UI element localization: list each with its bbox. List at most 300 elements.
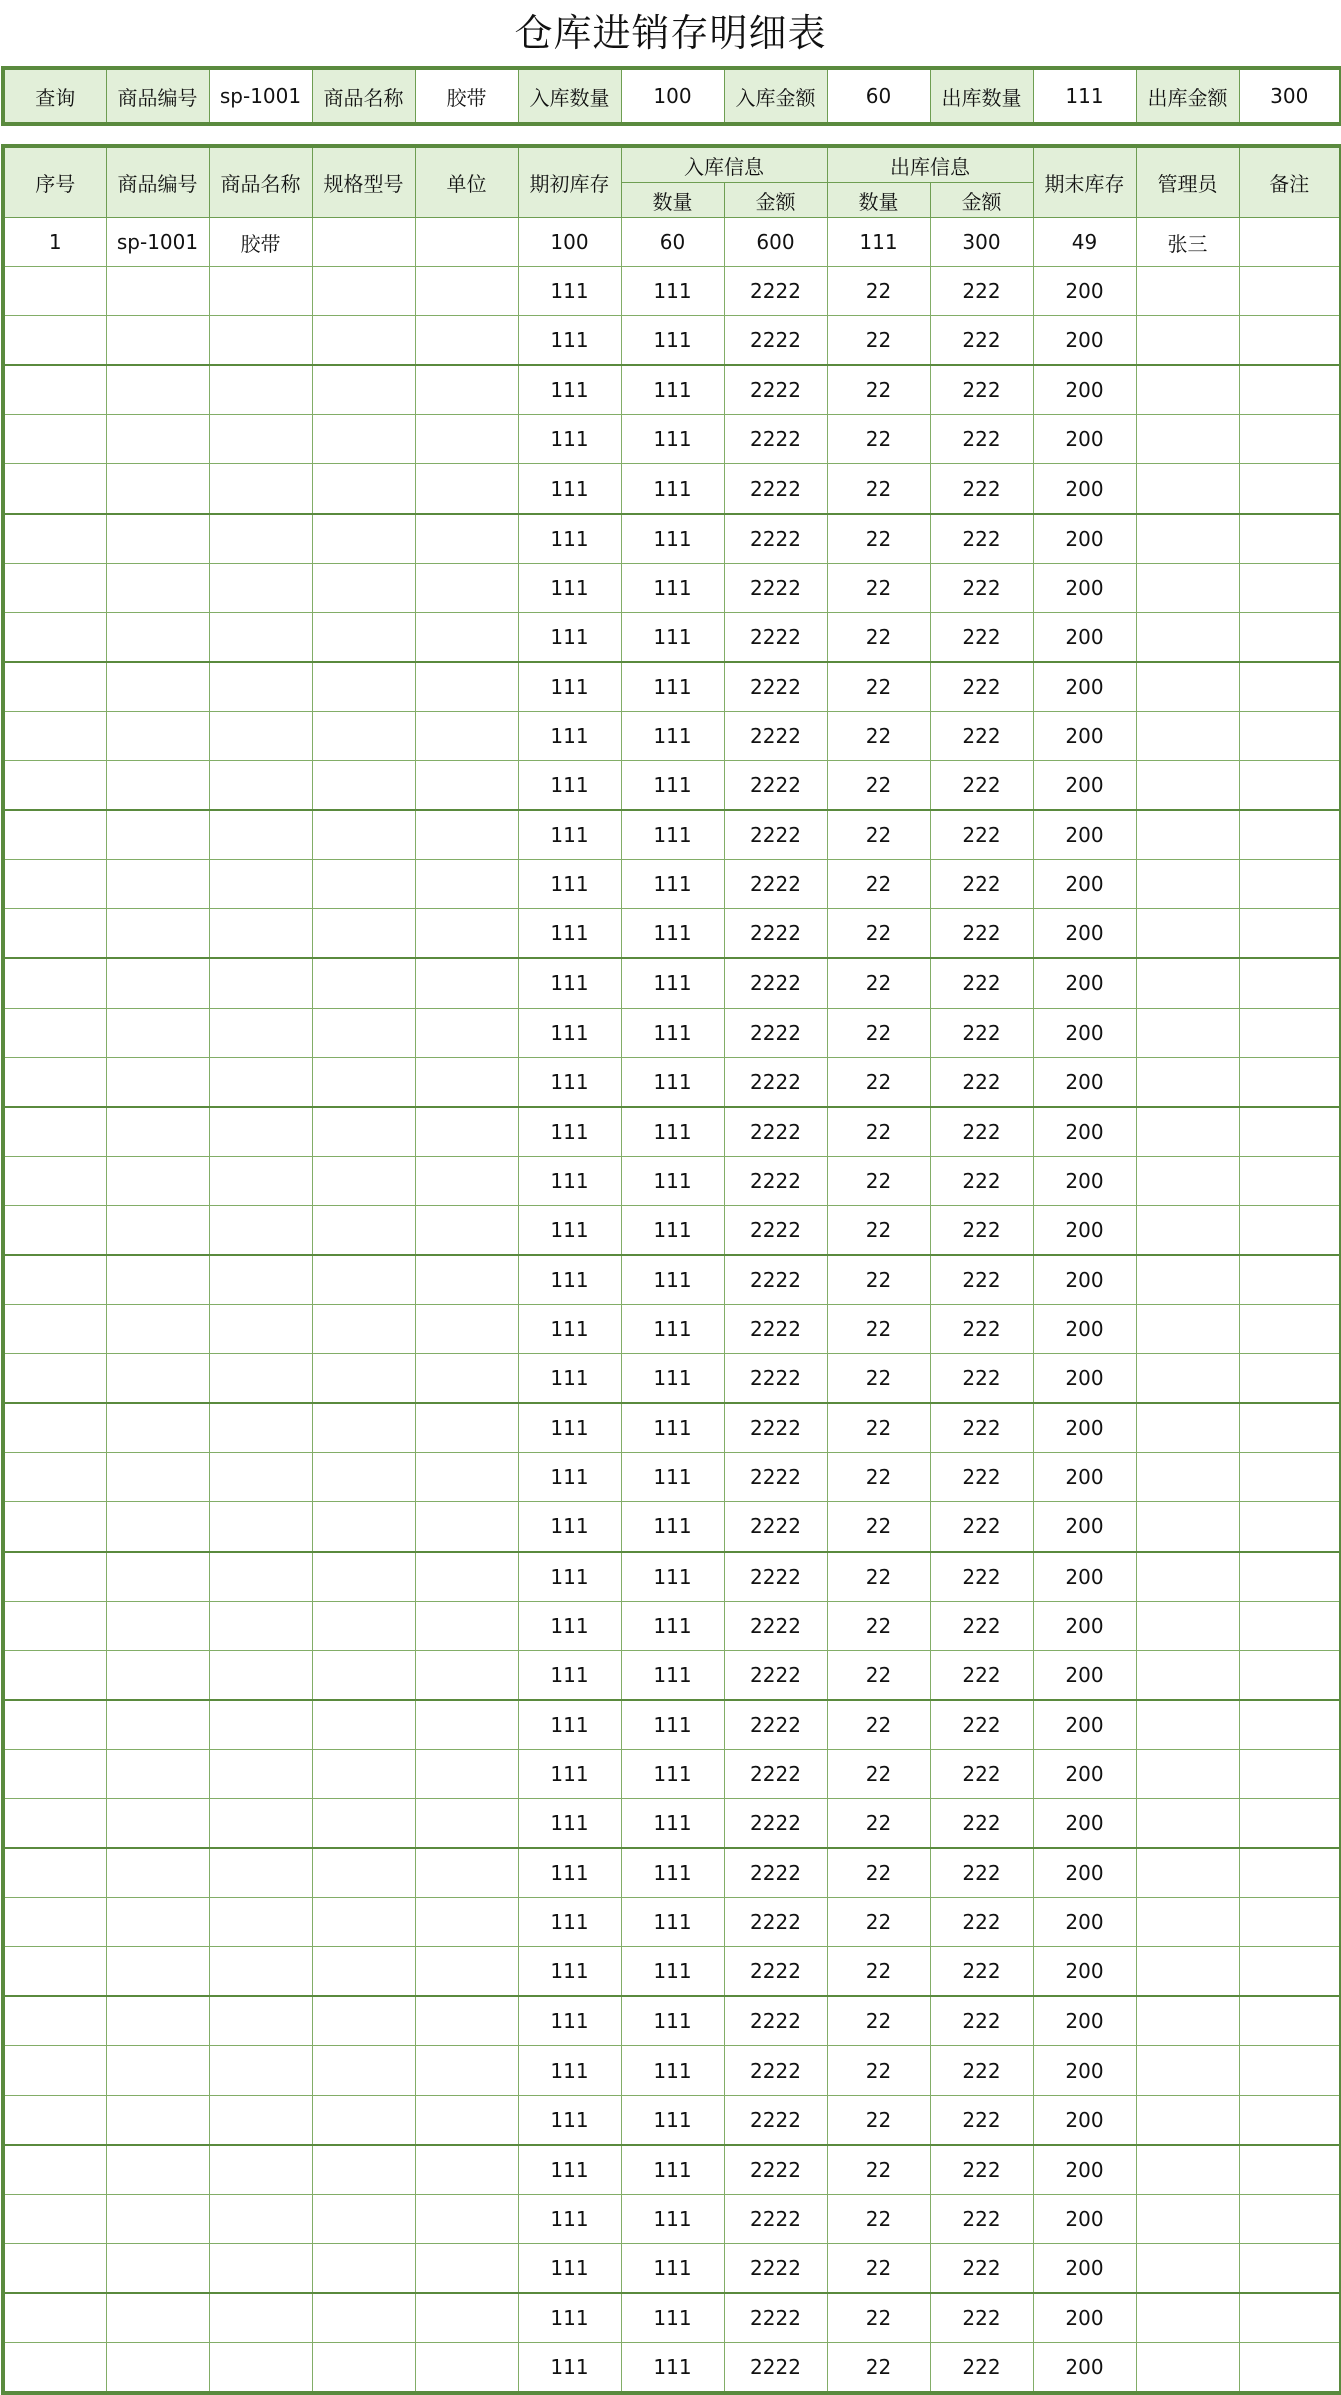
cell-name[interactable] — [209, 2095, 312, 2145]
cell-out-amount[interactable]: 222 — [930, 1008, 1033, 1057]
cell-manager[interactable] — [1136, 1057, 1239, 1107]
cell-code[interactable] — [106, 415, 209, 464]
cell-in-amount[interactable]: 2222 — [724, 2194, 827, 2243]
cell-out-qty[interactable]: 22 — [827, 1255, 930, 1305]
cell-opening[interactable]: 111 — [518, 2343, 621, 2394]
cell-code[interactable] — [106, 1947, 209, 1997]
cell-remark[interactable] — [1239, 2095, 1341, 2145]
cell-remark[interactable] — [1239, 316, 1341, 366]
cell-out-qty[interactable]: 22 — [827, 1552, 930, 1602]
cell-in-amount[interactable]: 2222 — [724, 2293, 827, 2343]
cell-seq[interactable] — [3, 1403, 106, 1453]
cell-closing[interactable]: 200 — [1033, 1650, 1136, 1700]
cell-out-qty[interactable]: 22 — [827, 1354, 930, 1404]
cell-seq[interactable] — [3, 2194, 106, 2243]
cell-in-qty[interactable]: 111 — [621, 958, 724, 1008]
cell-manager[interactable] — [1136, 662, 1239, 712]
cell-manager[interactable] — [1136, 563, 1239, 612]
cell-in-qty[interactable]: 111 — [621, 1255, 724, 1305]
cell-remark[interactable] — [1239, 1205, 1341, 1255]
cell-name[interactable] — [209, 1898, 312, 1947]
cell-spec[interactable] — [312, 1502, 415, 1552]
cell-closing[interactable]: 200 — [1033, 1156, 1136, 1205]
cell-code[interactable] — [106, 1107, 209, 1157]
cell-in-amount[interactable]: 600 — [724, 218, 827, 267]
cell-name[interactable] — [209, 563, 312, 612]
cell-in-amount[interactable]: 2222 — [724, 810, 827, 860]
cell-out-amount[interactable]: 222 — [930, 958, 1033, 1008]
cell-out-qty[interactable]: 22 — [827, 1107, 930, 1157]
cell-unit[interactable] — [415, 612, 518, 662]
cell-manager[interactable] — [1136, 2194, 1239, 2243]
cell-opening[interactable]: 111 — [518, 1552, 621, 1602]
cell-unit[interactable] — [415, 909, 518, 959]
cell-out-amount[interactable]: 222 — [930, 1700, 1033, 1750]
cell-in-qty[interactable]: 111 — [621, 1107, 724, 1157]
cell-in-qty[interactable]: 111 — [621, 1057, 724, 1107]
cell-spec[interactable] — [312, 1799, 415, 1849]
cell-out-qty[interactable]: 22 — [827, 514, 930, 564]
cell-unit[interactable] — [415, 2145, 518, 2195]
cell-code[interactable] — [106, 1057, 209, 1107]
cell-in-qty[interactable]: 111 — [621, 1008, 724, 1057]
cell-spec[interactable] — [312, 1453, 415, 1502]
cell-name[interactable] — [209, 1156, 312, 1205]
cell-remark[interactable] — [1239, 958, 1341, 1008]
cell-spec[interactable] — [312, 1601, 415, 1650]
cell-seq[interactable] — [3, 1057, 106, 1107]
cell-out-amount[interactable]: 222 — [930, 1947, 1033, 1997]
cell-unit[interactable] — [415, 1305, 518, 1354]
cell-code[interactable] — [106, 1008, 209, 1057]
cell-name[interactable] — [209, 2194, 312, 2243]
cell-manager[interactable] — [1136, 1107, 1239, 1157]
cell-out-qty[interactable]: 22 — [827, 1403, 930, 1453]
cell-out-qty[interactable]: 22 — [827, 1601, 930, 1650]
cell-closing[interactable]: 49 — [1033, 218, 1136, 267]
cell-out-amount[interactable]: 222 — [930, 1996, 1033, 2046]
cell-seq[interactable] — [3, 612, 106, 662]
cell-manager[interactable] — [1136, 2046, 1239, 2095]
cell-opening[interactable]: 111 — [518, 2095, 621, 2145]
cell-name[interactable] — [209, 1799, 312, 1849]
cell-code[interactable] — [106, 514, 209, 564]
cell-in-amount[interactable]: 2222 — [724, 2095, 827, 2145]
cell-manager[interactable] — [1136, 1502, 1239, 1552]
cell-opening[interactable]: 111 — [518, 2194, 621, 2243]
cell-closing[interactable]: 200 — [1033, 1255, 1136, 1305]
cell-code[interactable] — [106, 2145, 209, 2195]
cell-in-qty[interactable]: 111 — [621, 365, 724, 415]
cell-closing[interactable]: 200 — [1033, 1403, 1136, 1453]
cell-unit[interactable] — [415, 267, 518, 316]
cell-in-amount[interactable]: 2222 — [724, 267, 827, 316]
cell-unit[interactable] — [415, 1057, 518, 1107]
cell-in-amount[interactable]: 2222 — [724, 464, 827, 514]
cell-seq[interactable] — [3, 316, 106, 366]
cell-name[interactable] — [209, 1305, 312, 1354]
cell-code[interactable] — [106, 1156, 209, 1205]
cell-opening[interactable]: 111 — [518, 1848, 621, 1898]
cell-seq[interactable] — [3, 1996, 106, 2046]
cell-name[interactable] — [209, 1453, 312, 1502]
cell-in-amount[interactable]: 2222 — [724, 1947, 827, 1997]
cell-unit[interactable] — [415, 218, 518, 267]
cell-spec[interactable] — [312, 1749, 415, 1798]
cell-in-qty[interactable]: 111 — [621, 1601, 724, 1650]
cell-seq[interactable]: 1 — [3, 218, 106, 267]
cell-closing[interactable]: 200 — [1033, 1947, 1136, 1997]
cell-opening[interactable]: 111 — [518, 1008, 621, 1057]
cell-name[interactable] — [209, 1057, 312, 1107]
cell-manager[interactable] — [1136, 464, 1239, 514]
cell-name[interactable] — [209, 1650, 312, 1700]
cell-in-amount[interactable]: 2222 — [724, 1552, 827, 1602]
cell-seq[interactable] — [3, 1107, 106, 1157]
cell-unit[interactable] — [415, 1156, 518, 1205]
cell-remark[interactable] — [1239, 909, 1341, 959]
cell-code[interactable] — [106, 1650, 209, 1700]
cell-manager[interactable] — [1136, 316, 1239, 366]
cell-manager[interactable] — [1136, 958, 1239, 1008]
cell-opening[interactable]: 111 — [518, 1107, 621, 1157]
cell-unit[interactable] — [415, 2046, 518, 2095]
cell-closing[interactable]: 200 — [1033, 711, 1136, 760]
cell-in-amount[interactable]: 2222 — [724, 2145, 827, 2195]
cell-code[interactable] — [106, 1255, 209, 1305]
cell-out-amount[interactable]: 222 — [930, 1749, 1033, 1798]
cell-closing[interactable]: 200 — [1033, 1354, 1136, 1404]
cell-closing[interactable]: 200 — [1033, 958, 1136, 1008]
cell-manager[interactable] — [1136, 909, 1239, 959]
cell-manager[interactable] — [1136, 1354, 1239, 1404]
cell-out-amount[interactable]: 222 — [930, 464, 1033, 514]
cell-unit[interactable] — [415, 2243, 518, 2293]
cell-spec[interactable] — [312, 612, 415, 662]
cell-unit[interactable] — [415, 1848, 518, 1898]
cell-in-qty[interactable]: 111 — [621, 612, 724, 662]
cell-opening[interactable]: 111 — [518, 958, 621, 1008]
cell-spec[interactable] — [312, 761, 415, 811]
cell-code[interactable] — [106, 1700, 209, 1750]
cell-opening[interactable]: 111 — [518, 563, 621, 612]
cell-in-qty[interactable]: 111 — [621, 1305, 724, 1354]
cell-remark[interactable] — [1239, 1552, 1341, 1602]
cell-out-amount[interactable]: 222 — [930, 1848, 1033, 1898]
cell-name[interactable] — [209, 958, 312, 1008]
cell-code[interactable] — [106, 662, 209, 712]
cell-in-amount[interactable]: 2222 — [724, 1650, 827, 1700]
cell-remark[interactable] — [1239, 612, 1341, 662]
cell-out-amount[interactable]: 222 — [930, 2343, 1033, 2394]
cell-remark[interactable] — [1239, 1403, 1341, 1453]
cell-seq[interactable] — [3, 1255, 106, 1305]
cell-in-amount[interactable]: 2222 — [724, 1008, 827, 1057]
cell-out-qty[interactable]: 22 — [827, 1205, 930, 1255]
cell-opening[interactable]: 111 — [518, 464, 621, 514]
cell-seq[interactable] — [3, 365, 106, 415]
cell-spec[interactable] — [312, 1552, 415, 1602]
cell-closing[interactable]: 200 — [1033, 267, 1136, 316]
cell-name[interactable] — [209, 1601, 312, 1650]
cell-in-qty[interactable]: 111 — [621, 2343, 724, 2394]
cell-spec[interactable] — [312, 2046, 415, 2095]
cell-in-amount[interactable]: 2222 — [724, 1700, 827, 1750]
cell-closing[interactable]: 200 — [1033, 1898, 1136, 1947]
cell-out-qty[interactable]: 22 — [827, 1453, 930, 1502]
cell-spec[interactable] — [312, 267, 415, 316]
cell-in-amount[interactable]: 2222 — [724, 1255, 827, 1305]
cell-in-qty[interactable]: 111 — [621, 860, 724, 909]
cell-in-qty[interactable]: 111 — [621, 2145, 724, 2195]
cell-remark[interactable] — [1239, 1650, 1341, 1700]
cell-closing[interactable]: 200 — [1033, 1008, 1136, 1057]
cell-out-qty[interactable]: 22 — [827, 662, 930, 712]
cell-name[interactable] — [209, 810, 312, 860]
cell-remark[interactable] — [1239, 1305, 1341, 1354]
cell-in-qty[interactable]: 111 — [621, 2095, 724, 2145]
cell-manager[interactable] — [1136, 1947, 1239, 1997]
cell-remark[interactable] — [1239, 2145, 1341, 2195]
cell-remark[interactable] — [1239, 860, 1341, 909]
cell-out-qty[interactable]: 22 — [827, 2194, 930, 2243]
cell-code[interactable] — [106, 365, 209, 415]
cell-manager[interactable] — [1136, 1552, 1239, 1602]
cell-spec[interactable] — [312, 1898, 415, 1947]
cell-out-amount[interactable]: 222 — [930, 1453, 1033, 1502]
cell-spec[interactable] — [312, 218, 415, 267]
cell-out-amount[interactable]: 222 — [930, 2293, 1033, 2343]
cell-in-amount[interactable]: 2222 — [724, 1057, 827, 1107]
cell-out-qty[interactable]: 22 — [827, 1057, 930, 1107]
cell-seq[interactable] — [3, 1354, 106, 1404]
cell-closing[interactable]: 200 — [1033, 2145, 1136, 2195]
cell-name[interactable] — [209, 1354, 312, 1404]
cell-spec[interactable] — [312, 415, 415, 464]
cell-name[interactable]: 胶带 — [209, 218, 312, 267]
cell-opening[interactable]: 111 — [518, 612, 621, 662]
cell-name[interactable] — [209, 1008, 312, 1057]
cell-closing[interactable]: 200 — [1033, 2046, 1136, 2095]
cell-seq[interactable] — [3, 1008, 106, 1057]
cell-closing[interactable]: 200 — [1033, 810, 1136, 860]
cell-code[interactable] — [106, 2293, 209, 2343]
cell-opening[interactable]: 111 — [518, 514, 621, 564]
cell-name[interactable] — [209, 1947, 312, 1997]
cell-unit[interactable] — [415, 1403, 518, 1453]
cell-in-amount[interactable]: 2222 — [724, 612, 827, 662]
cell-in-amount[interactable]: 2222 — [724, 1156, 827, 1205]
cell-closing[interactable]: 200 — [1033, 1552, 1136, 1602]
cell-out-qty[interactable]: 22 — [827, 316, 930, 366]
cell-manager[interactable] — [1136, 1156, 1239, 1205]
cell-out-qty[interactable]: 22 — [827, 2343, 930, 2394]
cell-closing[interactable]: 200 — [1033, 2293, 1136, 2343]
cell-manager[interactable] — [1136, 365, 1239, 415]
cell-unit[interactable] — [415, 1700, 518, 1750]
cell-out-qty[interactable]: 22 — [827, 415, 930, 464]
cell-opening[interactable]: 111 — [518, 1205, 621, 1255]
cell-in-amount[interactable]: 2222 — [724, 1502, 827, 1552]
cell-name[interactable] — [209, 1403, 312, 1453]
cell-seq[interactable] — [3, 1502, 106, 1552]
cell-unit[interactable] — [415, 1996, 518, 2046]
cell-remark[interactable] — [1239, 1749, 1341, 1798]
cell-out-amount[interactable]: 222 — [930, 1898, 1033, 1947]
cell-spec[interactable] — [312, 810, 415, 860]
cell-in-qty[interactable]: 111 — [621, 1996, 724, 2046]
cell-closing[interactable]: 200 — [1033, 1996, 1136, 2046]
cell-in-amount[interactable]: 2222 — [724, 415, 827, 464]
cell-name[interactable] — [209, 2046, 312, 2095]
cell-remark[interactable] — [1239, 711, 1341, 760]
cell-spec[interactable] — [312, 1947, 415, 1997]
cell-opening[interactable]: 111 — [518, 267, 621, 316]
cell-remark[interactable] — [1239, 1453, 1341, 1502]
cell-remark[interactable] — [1239, 267, 1341, 316]
cell-name[interactable] — [209, 514, 312, 564]
cell-closing[interactable]: 200 — [1033, 909, 1136, 959]
cell-seq[interactable] — [3, 1205, 106, 1255]
cell-seq[interactable] — [3, 2145, 106, 2195]
cell-out-amount[interactable]: 222 — [930, 365, 1033, 415]
cell-out-qty[interactable]: 22 — [827, 563, 930, 612]
cell-in-qty[interactable]: 111 — [621, 2243, 724, 2293]
cell-in-qty[interactable]: 111 — [621, 1749, 724, 1798]
cell-seq[interactable] — [3, 1650, 106, 1700]
cell-closing[interactable]: 200 — [1033, 1205, 1136, 1255]
cell-opening[interactable]: 111 — [518, 365, 621, 415]
cell-out-qty[interactable]: 22 — [827, 2243, 930, 2293]
cell-opening[interactable]: 111 — [518, 1502, 621, 1552]
cell-code[interactable] — [106, 761, 209, 811]
cell-code[interactable] — [106, 1848, 209, 1898]
cell-opening[interactable]: 111 — [518, 810, 621, 860]
cell-out-qty[interactable]: 22 — [827, 958, 930, 1008]
cell-name[interactable] — [209, 711, 312, 760]
cell-code[interactable] — [106, 1403, 209, 1453]
cell-spec[interactable] — [312, 1305, 415, 1354]
cell-manager[interactable] — [1136, 514, 1239, 564]
cell-spec[interactable] — [312, 365, 415, 415]
cell-spec[interactable] — [312, 2243, 415, 2293]
cell-name[interactable] — [209, 1848, 312, 1898]
cell-seq[interactable] — [3, 2243, 106, 2293]
cell-opening[interactable]: 111 — [518, 711, 621, 760]
cell-spec[interactable] — [312, 1057, 415, 1107]
cell-closing[interactable]: 200 — [1033, 1107, 1136, 1157]
cell-seq[interactable] — [3, 1799, 106, 1849]
cell-spec[interactable] — [312, 958, 415, 1008]
cell-opening[interactable]: 111 — [518, 1403, 621, 1453]
cell-manager[interactable] — [1136, 1453, 1239, 1502]
cell-in-qty[interactable]: 111 — [621, 464, 724, 514]
cell-closing[interactable]: 200 — [1033, 1601, 1136, 1650]
cell-manager[interactable] — [1136, 2145, 1239, 2195]
cell-remark[interactable] — [1239, 2194, 1341, 2243]
cell-unit[interactable] — [415, 563, 518, 612]
cell-in-amount[interactable]: 2222 — [724, 662, 827, 712]
cell-remark[interactable] — [1239, 1057, 1341, 1107]
cell-in-qty[interactable]: 111 — [621, 316, 724, 366]
cell-spec[interactable] — [312, 464, 415, 514]
cell-opening[interactable]: 111 — [518, 1898, 621, 1947]
cell-out-amount[interactable]: 222 — [930, 1107, 1033, 1157]
cell-name[interactable] — [209, 1552, 312, 1602]
cell-in-qty[interactable]: 111 — [621, 1453, 724, 1502]
cell-name[interactable] — [209, 612, 312, 662]
cell-code[interactable] — [106, 958, 209, 1008]
cell-unit[interactable] — [415, 415, 518, 464]
cell-closing[interactable]: 200 — [1033, 1700, 1136, 1750]
cell-code[interactable] — [106, 464, 209, 514]
cell-closing[interactable]: 200 — [1033, 1057, 1136, 1107]
cell-name[interactable] — [209, 2145, 312, 2195]
cell-spec[interactable] — [312, 1848, 415, 1898]
cell-in-amount[interactable]: 2222 — [724, 1996, 827, 2046]
cell-spec[interactable] — [312, 2194, 415, 2243]
cell-out-amount[interactable]: 222 — [930, 612, 1033, 662]
cell-in-qty[interactable]: 111 — [621, 514, 724, 564]
cell-in-qty[interactable]: 111 — [621, 1898, 724, 1947]
cell-in-amount[interactable]: 2222 — [724, 1898, 827, 1947]
cell-seq[interactable] — [3, 958, 106, 1008]
cell-remark[interactable] — [1239, 218, 1341, 267]
cell-unit[interactable] — [415, 1947, 518, 1997]
cell-code[interactable] — [106, 1799, 209, 1849]
cell-opening[interactable]: 111 — [518, 1749, 621, 1798]
cell-remark[interactable] — [1239, 2046, 1341, 2095]
cell-in-amount[interactable]: 2222 — [724, 1403, 827, 1453]
cell-seq[interactable] — [3, 662, 106, 712]
cell-manager[interactable] — [1136, 2293, 1239, 2343]
cell-remark[interactable] — [1239, 761, 1341, 811]
cell-out-amount[interactable]: 222 — [930, 415, 1033, 464]
cell-remark[interactable] — [1239, 2293, 1341, 2343]
cell-unit[interactable] — [415, 1749, 518, 1798]
cell-name[interactable] — [209, 761, 312, 811]
cell-out-amount[interactable]: 300 — [930, 218, 1033, 267]
cell-spec[interactable] — [312, 711, 415, 760]
cell-out-qty[interactable]: 22 — [827, 761, 930, 811]
cell-unit[interactable] — [415, 1354, 518, 1404]
cell-in-amount[interactable]: 2222 — [724, 958, 827, 1008]
cell-closing[interactable]: 200 — [1033, 415, 1136, 464]
cell-in-amount[interactable]: 2222 — [724, 1305, 827, 1354]
cell-remark[interactable] — [1239, 514, 1341, 564]
cell-out-amount[interactable]: 222 — [930, 316, 1033, 366]
cell-name[interactable] — [209, 662, 312, 712]
cell-out-amount[interactable]: 222 — [930, 1502, 1033, 1552]
cell-unit[interactable] — [415, 2293, 518, 2343]
cell-in-qty[interactable]: 111 — [621, 1799, 724, 1849]
cell-unit[interactable] — [415, 1107, 518, 1157]
cell-out-qty[interactable]: 22 — [827, 2046, 930, 2095]
cell-out-amount[interactable]: 222 — [930, 1156, 1033, 1205]
cell-opening[interactable]: 111 — [518, 1156, 621, 1205]
cell-opening[interactable]: 111 — [518, 2145, 621, 2195]
cell-closing[interactable]: 200 — [1033, 563, 1136, 612]
cell-seq[interactable] — [3, 1700, 106, 1750]
cell-code[interactable] — [106, 2194, 209, 2243]
cell-in-amount[interactable]: 2222 — [724, 1799, 827, 1849]
cell-out-qty[interactable]: 22 — [827, 909, 930, 959]
cell-manager[interactable] — [1136, 1996, 1239, 2046]
cell-opening[interactable]: 111 — [518, 860, 621, 909]
cell-closing[interactable]: 200 — [1033, 365, 1136, 415]
cell-code[interactable] — [106, 909, 209, 959]
cell-unit[interactable] — [415, 1502, 518, 1552]
